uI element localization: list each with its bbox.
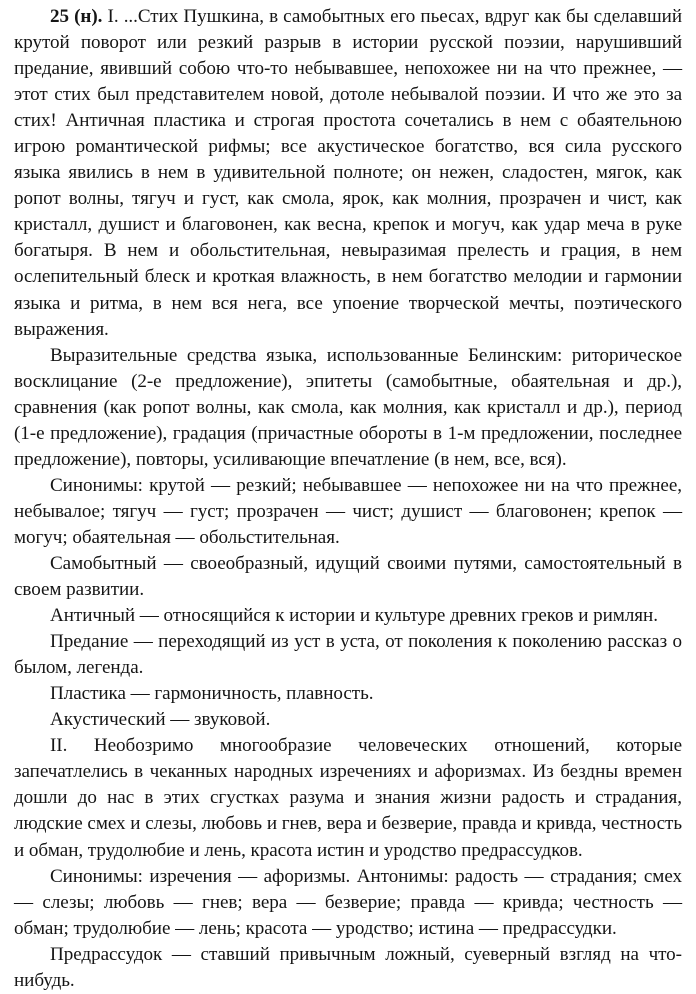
paragraph-definition-samobytny: Самобытный — своеобразный, идущий своими путями, самостоятельный в своем развитии. [14,552,682,601]
paragraph-1-text: ...Стих Пушкина, в самобытных его пьесах, вдруг как бы сделавший крутой поворот или резкий разрыв в истории русской поэзии, нарушивший предание, явивший собою что-то небывавшее, непохожее ни на что прежнее, — этот стих был представителем новой, дотоле небывалой поэзии. И что же это за стих! Античная пластика и строгая простота сочетались в нем с обаятельною игрою романтической рифмы; все акустическое богатство, вся сила русского языка явились в нем в удивительной полноте; он нежен, сладостен, мягок, как ропот волны, тягуч и густ, как смола, ярок, как молния, прозрачен и чист, как кристалл, душист и благовонен, как весна, крепок и могуч, как удар меча в руке богатыря. В нем и обольстительная, невыразимая прелесть и грация, в нем ослепительный блеск и кроткая влажность, в нем богатство мелодии и гармонии языка и ритма, в нем вся нега, все упоение творческой мечты, поэтического выражения. [14,6,682,340]
section-marker-one: I. [107,6,119,27]
paragraph-definition-antichny: Античный — относящийся к истории и культуре древних греков и римлян. [50,605,658,627]
paragraph-9-text: Необозримо многообразие человеческих отношений, которые запечатлелись в чеканных народных изречениях и афоризмах. Из бездны времен дошли до нас в этих сгустках разума и знания жизни радость и страдания, людские смех и слезы, любовь и гнев, вера и безверие, правда и кривда, честность и обман, трудолюбие и лень, красота истин и уродство предрассудков. [14,735,682,861]
paragraph-synonyms-1: Синонимы: крутой — резкий; небывавшее — непохожее ни на что прежнее, небывалое; тягуч — густ; прозрачен — чист; душист — благовонен; крепок — могуч; обаятельная — обольстительная. [14,474,682,548]
paragraph-expressive-means: Выразительные средства языка, использованные Белинским: риторическое восклицание (2-е предложение), эпитеты (самобытные, обаятельная и др.), сравнения (как ропот волны, как смола, как молния, как кристалл и др.), период (1-е предложение), градация (причастные обороты в 1-м предложении, последнее предложение), повторы, усиливающие впечатление (в нем, все, вся). [14,344,682,470]
document-body [14,4,682,994]
exercise-number: 25 (н). [50,6,103,27]
section-marker-two: II. [50,735,68,757]
paragraph-definition-plastika: Пластика — гармоничность, плавность. [50,683,374,705]
paragraph-definition-predrassudok: Предрассудок — ставший привычным ложный, суеверный взгляд на что-нибудь. [14,943,682,991]
paragraph-section-two [14,733,682,863]
paragraph-definition-akustichesky: Акустический — звуковой. [50,709,271,731]
paragraph-synonyms-antonyms: Синонимы: изречения — афоризмы. Антонимы: радость — страдания; смех — слезы; любовь — гнев; вера — безверие; правда — кривда; честность — обман; трудолюбие — лень; красота — уродство; истина — предрассудки. [14,865,682,939]
paragraph-exercise-25 [14,4,682,343]
paragraph-definition-predanie: Предание — переходящий из уст в уста, от поколения к поколению рассказ о былом, легенда. [14,631,682,679]
